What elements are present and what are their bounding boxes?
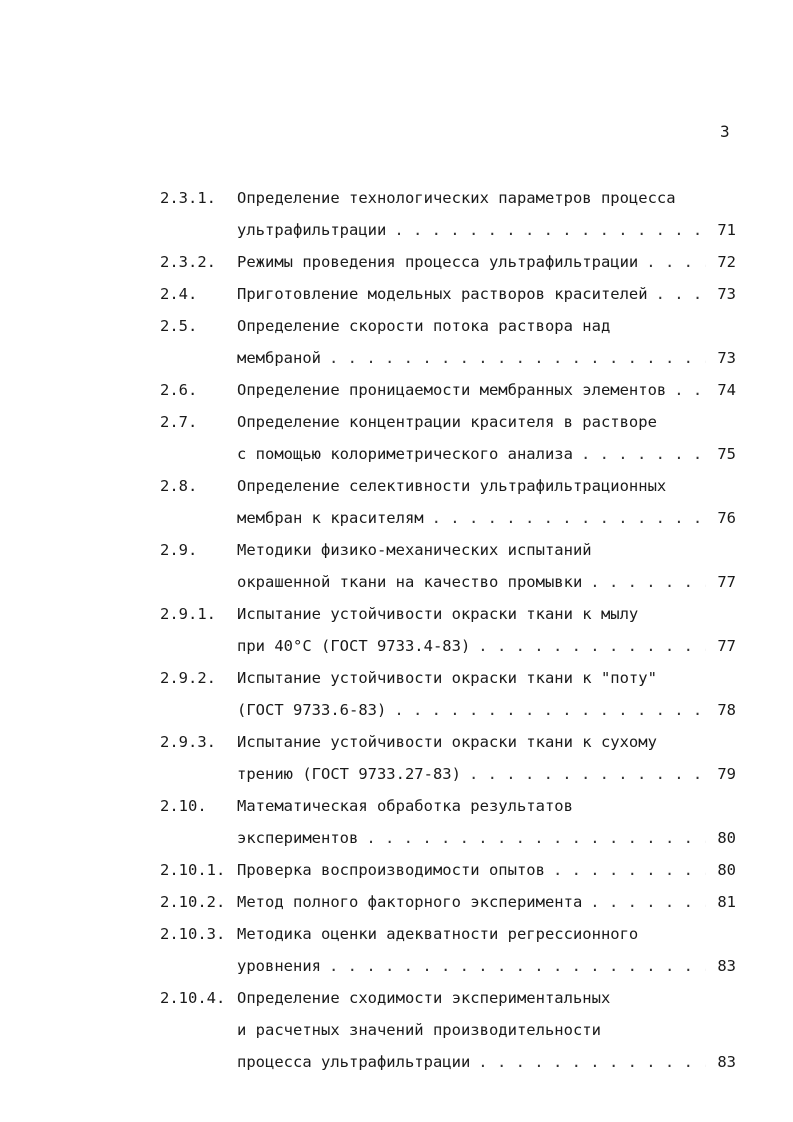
toc-entry-title: Испытание устойчивости окраски ткани к сухому bbox=[237, 733, 657, 751]
toc-entry-page: 76 bbox=[717, 509, 736, 527]
toc-entry-title: Методики физико-механических испытаний bbox=[237, 541, 592, 559]
toc-dot-leader bbox=[674, 374, 706, 406]
toc-dot-leader bbox=[590, 566, 706, 598]
toc-entry-number: 2.5. bbox=[160, 317, 198, 335]
toc-dot-leader bbox=[394, 214, 706, 246]
toc-entry-title: Испытание устойчивости окраски ткани к мылу bbox=[237, 605, 639, 623]
toc-entry-page: 78 bbox=[717, 701, 736, 719]
toc-line bbox=[160, 822, 736, 854]
toc-entry-title: Математическая обработка результатов bbox=[237, 797, 573, 815]
toc-dot-leader bbox=[553, 854, 706, 886]
toc-entry-title: Определение концентрации красителя в растворе bbox=[237, 413, 657, 431]
toc-line bbox=[160, 406, 736, 438]
toc-entry-title: трению (ГОСТ 9733.27-83) bbox=[237, 765, 461, 783]
toc-dot-leader bbox=[590, 886, 706, 918]
toc-entry-page: 81 bbox=[717, 893, 736, 911]
toc-entry-title: с помощью колориметрического анализа bbox=[237, 445, 573, 463]
toc-dot-leader bbox=[394, 694, 706, 726]
toc-line bbox=[160, 982, 736, 1014]
toc-entry-title: (ГОСТ 9733.6-83) bbox=[237, 701, 387, 719]
toc-entry-number: 2.9.1. bbox=[160, 605, 216, 623]
toc-line bbox=[160, 374, 736, 406]
toc-line bbox=[160, 758, 736, 790]
toc-entry-number: 2.10.4. bbox=[160, 989, 226, 1007]
toc-line bbox=[160, 182, 736, 214]
toc-entry-page: 79 bbox=[717, 765, 736, 783]
toc-entry-title: Методика оценки адекватности регрессионного bbox=[237, 925, 639, 943]
toc-entry-number: 2.10.3. bbox=[160, 925, 226, 943]
toc-dot-leader bbox=[469, 758, 706, 790]
toc-line bbox=[160, 342, 736, 374]
toc-entry-page: 75 bbox=[717, 445, 736, 463]
toc-entry-page: 83 bbox=[717, 957, 736, 975]
page-number: 3 bbox=[720, 122, 730, 141]
toc-entry-page: 71 bbox=[717, 221, 736, 239]
toc-entry-page: 80 bbox=[717, 861, 736, 879]
toc-line bbox=[160, 1046, 736, 1078]
toc-entry-title: Определение сходимости экспериментальных bbox=[237, 989, 611, 1007]
toc-line bbox=[160, 726, 736, 758]
toc-entry-number: 2.7. bbox=[160, 413, 198, 431]
toc-line bbox=[160, 854, 736, 886]
toc-dot-leader bbox=[478, 630, 706, 662]
toc-entry-number: 2.9.3. bbox=[160, 733, 216, 751]
toc-entry-page: 72 bbox=[717, 253, 736, 271]
toc-entry-number: 2.9.2. bbox=[160, 669, 216, 687]
toc-line bbox=[160, 502, 736, 534]
toc-dot-leader bbox=[646, 246, 706, 278]
toc-line bbox=[160, 662, 736, 694]
toc-line bbox=[160, 470, 736, 502]
toc-line bbox=[160, 1014, 736, 1046]
toc-line bbox=[160, 214, 736, 246]
toc-entry-title: уровнения bbox=[237, 957, 321, 975]
toc-dot-leader bbox=[656, 278, 706, 310]
toc-entry-title: окрашенной ткани на качество промывки bbox=[237, 573, 583, 591]
toc-entry-title: мембраной bbox=[237, 349, 321, 367]
toc-entry-number: 2.8. bbox=[160, 477, 198, 495]
toc-entry-title: Испытание устойчивости окраски ткани к "поту" bbox=[237, 669, 657, 687]
toc-entry-title: и расчетных значений производительности bbox=[237, 1021, 601, 1039]
toc-dot-leader bbox=[581, 438, 706, 470]
toc-line bbox=[160, 246, 736, 278]
toc-entry-title: ультрафильтрации bbox=[237, 221, 387, 239]
toc-dot-leader bbox=[478, 1046, 706, 1078]
toc-entry-page: 83 bbox=[717, 1053, 736, 1071]
toc-entry-number: 2.6. bbox=[160, 381, 198, 399]
toc-entry-title: Проверка воспроизводимости опытов bbox=[237, 861, 545, 879]
toc-line bbox=[160, 790, 736, 822]
toc-entry-title: процесса ультрафильтрации bbox=[237, 1053, 471, 1071]
toc-line bbox=[160, 566, 736, 598]
toc-dot-leader bbox=[329, 342, 706, 374]
toc-entry-page: 77 bbox=[717, 637, 736, 655]
toc-entry-title: Определение скорости потока раствора над bbox=[237, 317, 611, 335]
toc-line bbox=[160, 598, 736, 630]
toc-dot-leader bbox=[432, 502, 706, 534]
toc-entry-page: 73 bbox=[717, 285, 736, 303]
toc-line bbox=[160, 278, 736, 310]
toc-entry-page: 80 bbox=[717, 829, 736, 847]
toc-entry-number: 2.3.1. bbox=[160, 189, 216, 207]
table-of-contents bbox=[160, 182, 736, 1078]
toc-entry-page: 77 bbox=[717, 573, 736, 591]
toc-entry-page: 73 bbox=[717, 349, 736, 367]
toc-line bbox=[160, 310, 736, 342]
toc-line bbox=[160, 438, 736, 470]
toc-entry-number: 2.10.2. bbox=[160, 893, 226, 911]
toc-entry-page: 74 bbox=[717, 381, 736, 399]
toc-entry-number: 2.9. bbox=[160, 541, 198, 559]
toc-entry-title: экспериментов bbox=[237, 829, 359, 847]
toc-entry-title: Определение технологических параметров процесса bbox=[237, 189, 676, 207]
toc-entry-number: 2.10. bbox=[160, 797, 207, 815]
toc-entry-title: Приготовление модельных растворов красителей bbox=[237, 285, 648, 303]
toc-line bbox=[160, 534, 736, 566]
toc-dot-leader bbox=[366, 822, 706, 854]
toc-entry-title: Определение проницаемости мембранных элементов bbox=[237, 381, 667, 399]
toc-line bbox=[160, 630, 736, 662]
toc-dot-leader bbox=[329, 950, 706, 982]
toc-entry-number: 2.3.2. bbox=[160, 253, 216, 271]
toc-entry-title: при 40°С (ГОСТ 9733.4-83) bbox=[237, 637, 471, 655]
toc-entry-number: 2.4. bbox=[160, 285, 198, 303]
toc-line bbox=[160, 918, 736, 950]
toc-line bbox=[160, 694, 736, 726]
toc-entry-title: Режимы проведения процесса ультрафильтрации bbox=[237, 253, 639, 271]
toc-line bbox=[160, 886, 736, 918]
toc-entry-title: мембран к красителям bbox=[237, 509, 424, 527]
toc-entry-title: Метод полного факторного эксперимента bbox=[237, 893, 583, 911]
toc-line bbox=[160, 950, 736, 982]
toc-entry-number: 2.10.1. bbox=[160, 861, 226, 879]
toc-entry-title: Определение селективности ультрафильтрационных bbox=[237, 477, 667, 495]
